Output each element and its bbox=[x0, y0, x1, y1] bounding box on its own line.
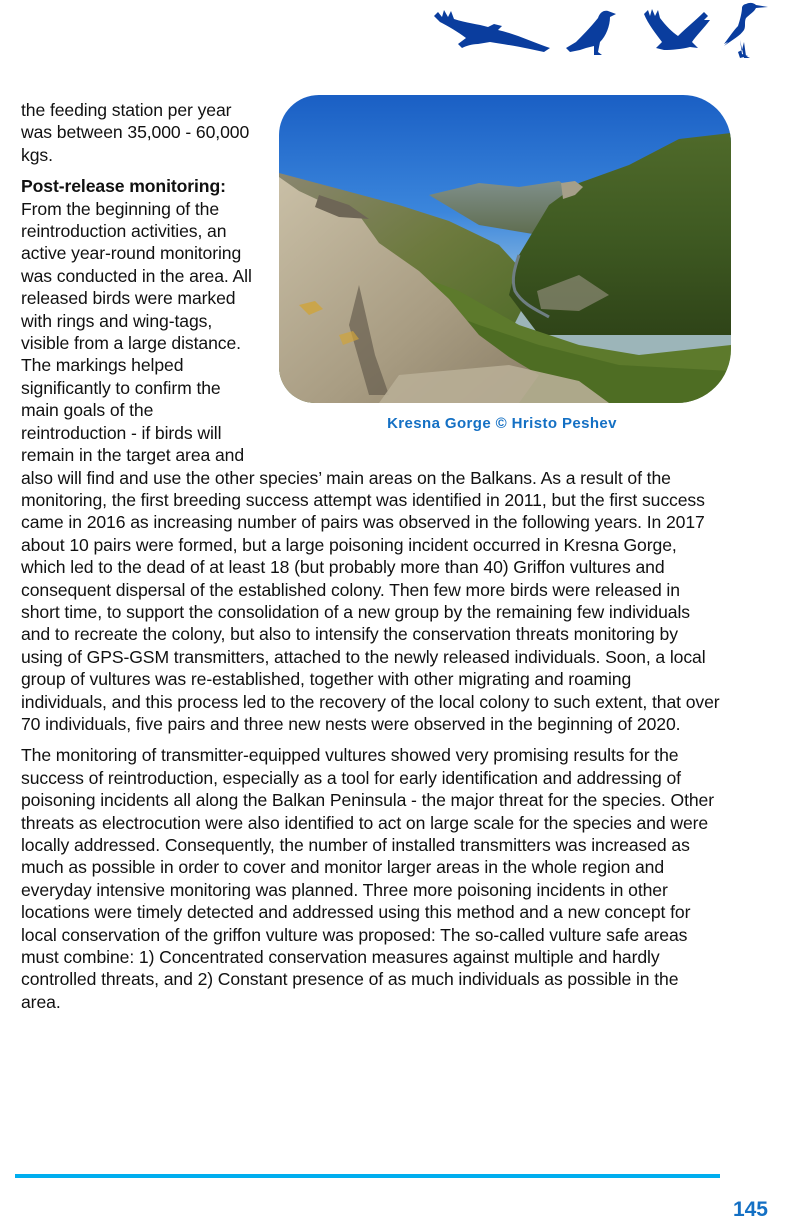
heron-icon bbox=[720, 0, 770, 62]
figure-kresna-gorge bbox=[272, 95, 732, 455]
perched-crow-icon bbox=[564, 8, 622, 56]
intro-paragraph: the feeding station per year was between 35,000 - 60,000 kgs. bbox=[21, 100, 250, 165]
monitoring-text: From the beginning of the reintroduction activities, an active year-round monitoring was conducted in the area. All released birds were marked with rings and wing-tags, visible from a large distance. The markings helped significantly to confirm the main goals of the reintroduction - if birds will remain in the target area and also will find and use the other species’ main areas on the Balkans. As a result of the monitoring, the first breeding success attempt was identified in 2011, but the first success came in 2016 as increasing number of pairs was observed in the following years. In 2017 about 10 pairs were formed, but a large poisoning incident occurred in Kresna Gorge, which led to the dead of at least 18 (but probably more than 40) Griffon vultures and consequent dispersal of the established colony. Then few more birds were released in short time, to support the consolidation of a new group by the remaining few individuals and to recreate the colony, but also to intensify the conservation threats monitoring by using of GPS-GSM transmitters, attached to the newly released individuals. Soon, a local group of vultures was re-established, together with other migrating and roaming individuals, and this process led to the recovery of the local colony to such extent, that over 70 individuals, five pairs and three new nests were observed in the beginning of 2020. bbox=[21, 198, 720, 734]
kresna-gorge-photo bbox=[279, 95, 731, 403]
header-bird-silhouettes bbox=[430, 0, 770, 64]
page-number: 145 bbox=[732, 1198, 768, 1221]
soaring-eagle-icon bbox=[432, 8, 554, 52]
flying-vulture-icon bbox=[642, 8, 712, 54]
photo-caption: Kresna Gorge © Hristo Peshev bbox=[387, 415, 617, 432]
landscape-illustration bbox=[279, 95, 731, 403]
transmitter-paragraph: The monitoring of transmitter-equipped vultures showed very promising results for the success of reintroduction, especially as a tool for early identification and addressing of poisoning incidents all along the Balkan Peninsula - the major threat for the species. Other threats as electrocution were also identified to act on large scale for the species and were locally addressed. Consequently, the number of installed transmitters was increased as much as possible in order to cover and monitor larger areas in the whole region and everyday intensive monitoring was planned. Three more poisoning incidents in other locations were timely detected and addressed using this method and a new concept for local conservation of the griffon vulture was proposed: The so-called vulture safe areas must combine: 1) Concentrated conservation measures against multiple and hardly controlled threats, and 2) Constant presence of as much individuals as possible in the area. bbox=[21, 745, 715, 1012]
section-heading: Post-release monitoring: bbox=[21, 176, 226, 197]
page-body bbox=[21, 99, 721, 1022]
footer-rule bbox=[15, 1174, 720, 1178]
